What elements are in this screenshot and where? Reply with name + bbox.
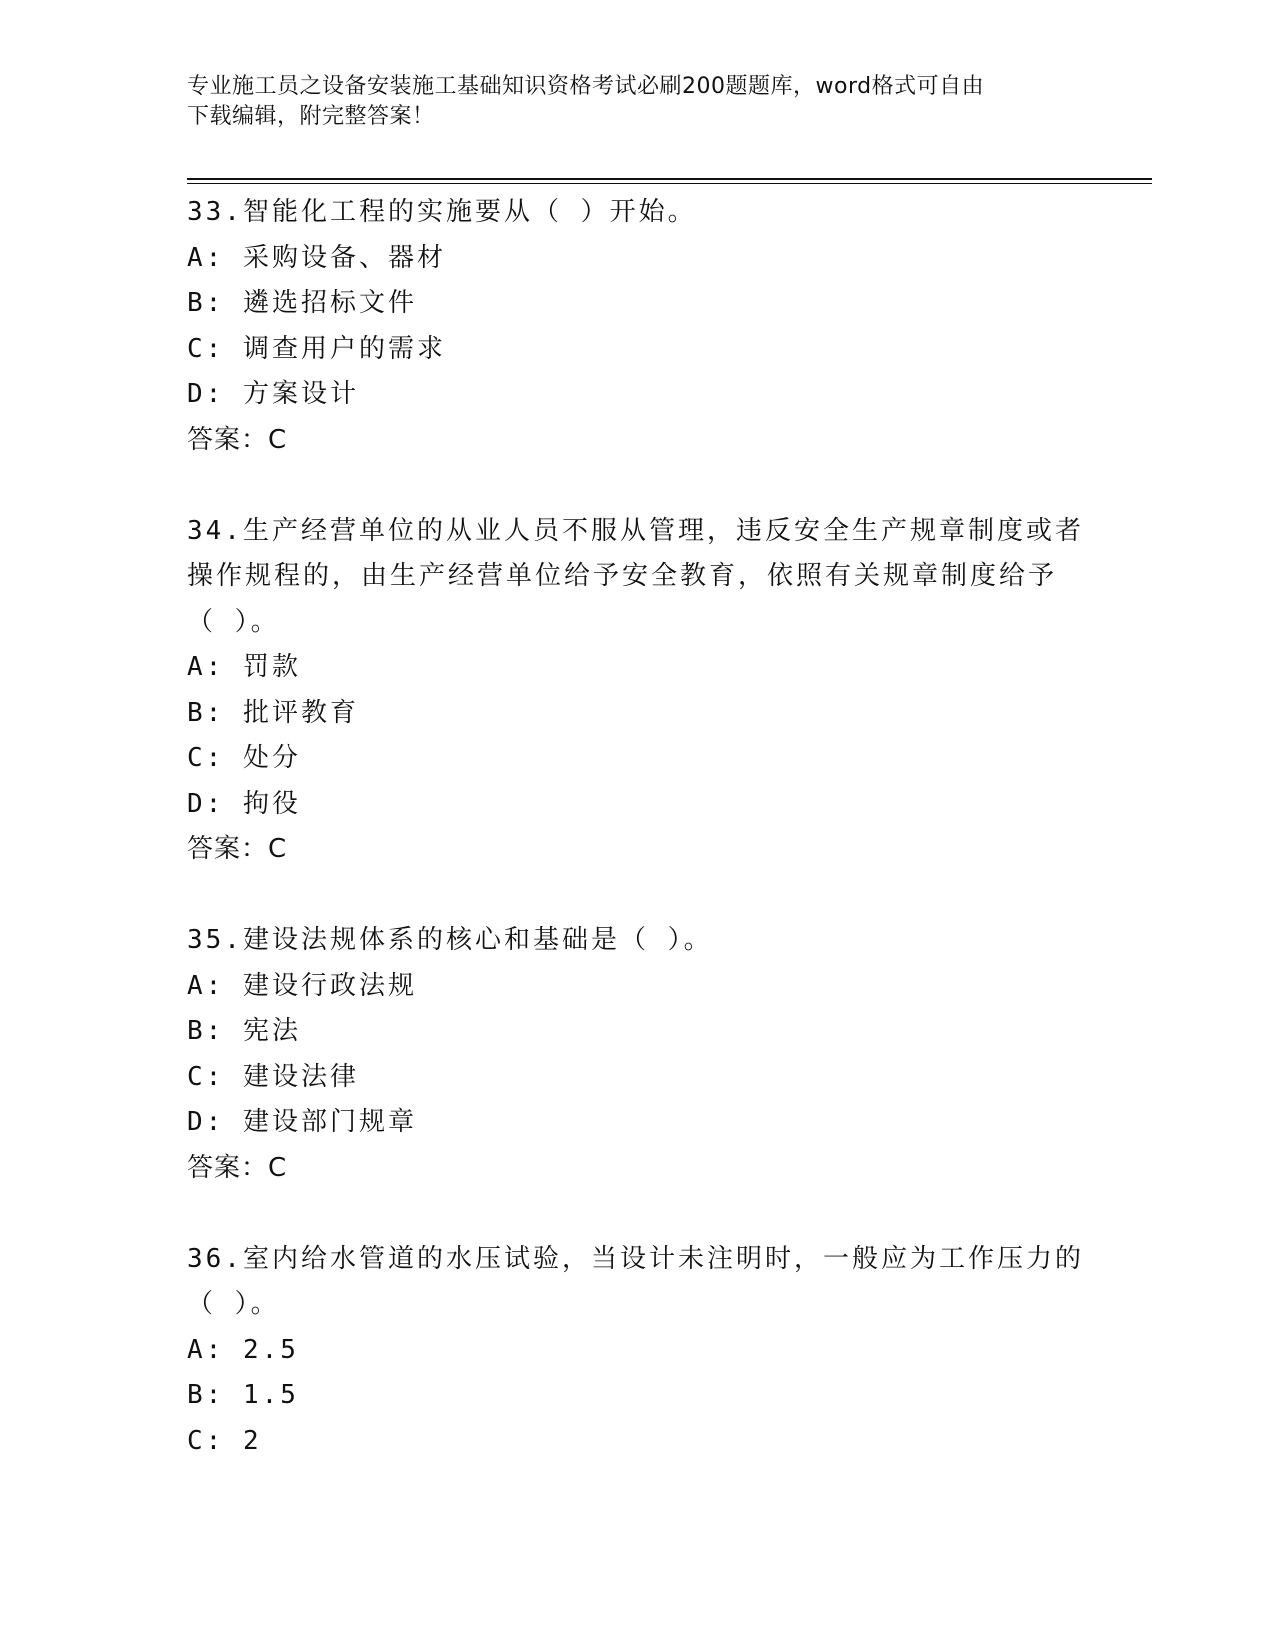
question-spacer	[187, 1191, 1087, 1237]
question-stem-cont: （ ）。	[187, 1289, 280, 1319]
document-header	[187, 72, 1067, 132]
question-stem-cont: （ ）。	[187, 606, 280, 637]
answer-line: 答案：C	[187, 424, 288, 455]
option-a: A: 建设行政法规	[187, 970, 417, 1001]
option-c: C: 2	[187, 1425, 262, 1456]
question-list	[187, 190, 1087, 1464]
question-spacer	[187, 873, 1087, 919]
option-b: B: 遴选招标文件	[187, 288, 417, 318]
question-34	[187, 509, 1087, 873]
option-a: A: 罚款	[187, 652, 301, 682]
option-c: C: 建设法律	[187, 1061, 359, 1092]
header-divider	[187, 178, 1152, 184]
question-stem: 36.室内给水管道的水压试验，当设计未注明时，一般应为工作压力的	[187, 1243, 1084, 1274]
answer-line: 答案：C	[187, 834, 288, 864]
option-d: D: 方案设计	[187, 379, 359, 409]
question-stem-cont: 操作规程的，由生产经营单位给予安全教育，依照有关规章制度给予	[187, 561, 1058, 591]
header-line-2: 下载编辑，附完整答案！	[187, 104, 435, 129]
option-c: C: 调查用户的需求	[187, 333, 446, 364]
option-b: B: 批评教育	[187, 697, 359, 728]
question-35	[187, 918, 1087, 1191]
header-line-1: 专业施工员之设备安装施工基础知识资格考试必刷200题题库，word格式可自由	[187, 74, 985, 99]
option-b: B: 宪法	[187, 1016, 301, 1046]
question-36	[187, 1237, 1087, 1465]
question-stem: 34.生产经营单位的从业人员不服从管理，违反安全生产规章制度或者	[187, 515, 1084, 546]
option-d: D: 建设部门规章	[187, 1107, 417, 1137]
answer-line: 答案：C	[187, 1152, 288, 1183]
option-a: A: 采购设备、器材	[187, 242, 446, 273]
question-spacer	[187, 463, 1087, 509]
question-stem: 33.智能化工程的实施要从（ ）开始。	[187, 197, 697, 227]
question-33	[187, 190, 1087, 463]
option-b: B: 1.5	[187, 1380, 299, 1410]
option-d: D: 拘役	[187, 788, 301, 819]
option-c: C: 处分	[187, 743, 301, 773]
question-stem: 35.建设法规体系的核心和基础是（ ）。	[187, 925, 713, 955]
option-a: A: 2.5	[187, 1334, 299, 1365]
